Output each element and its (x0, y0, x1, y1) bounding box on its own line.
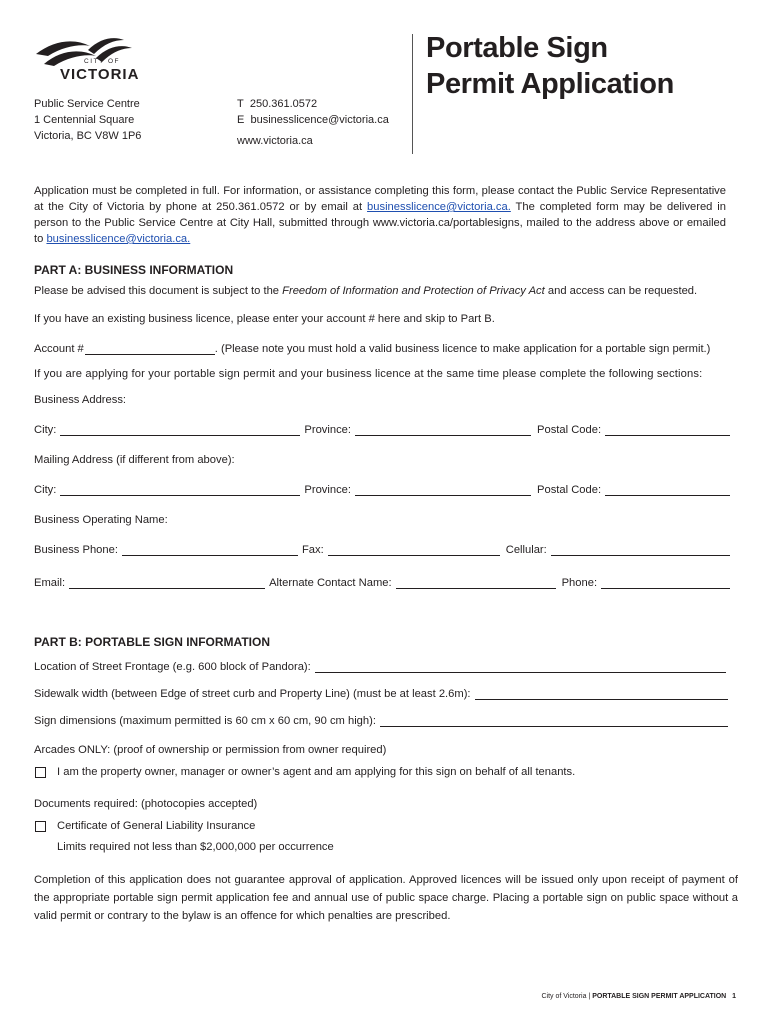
intro-text-1: Application must be completed in full. For information, or assistance completing this form, please contact the Public Service Representative at the City of Victoria by phone at (34, 185, 726, 213)
mailing-address-row (34, 480, 734, 496)
logo-text-top: CITY OF (84, 58, 121, 65)
existing-licence-note: If you have an existing business licence, please enter your account # here and skip to Part B. (34, 313, 495, 325)
mailing-address-label (34, 454, 235, 466)
intro-text-3: The completed form may be delivered in person to the Public Service Centre at City Hall, submitted through (34, 201, 727, 229)
documents-note: (photocopies accepted) (137, 798, 258, 810)
frontage-field[interactable] (315, 661, 726, 673)
province-field[interactable] (355, 424, 531, 436)
documents-label (34, 798, 257, 810)
intro-text-2: or by email at (284, 201, 368, 213)
arcades-checkbox-row (35, 766, 575, 778)
privacy-notice (34, 285, 697, 297)
city-of-victoria-logo (34, 34, 144, 86)
mailing-city-label: City: (34, 484, 57, 496)
account-field[interactable] (85, 343, 215, 355)
page-title (426, 30, 674, 102)
frontage-label: Location of Street Frontage (e.g. 600 block of Pandora): (34, 661, 311, 673)
insurance-checkbox-row (35, 820, 255, 832)
alt-contact-label: Alternate Contact Name: (269, 577, 392, 589)
office-address (34, 96, 141, 144)
alt-contact-field[interactable] (396, 577, 556, 589)
sidewalk-field[interactable] (475, 688, 728, 700)
postal-field[interactable] (605, 424, 730, 436)
address-line-3: Victoria, BC V8W 1P6 (34, 130, 142, 142)
arcades-checkbox-label: I am the property owner, manager or owner’s agent and am applying for this sign on behalf of all tenants. (57, 766, 576, 778)
part-b-heading: PART B: PORTABLE SIGN INFORMATION (34, 635, 270, 649)
sidewalk-row (34, 684, 732, 700)
title-line-2: Permit Application (426, 68, 674, 100)
email-label: E (237, 114, 245, 126)
business-phone-label: Business Phone: (34, 544, 118, 556)
footer-separator: | (586, 993, 593, 1000)
intro-paragraph (34, 183, 726, 247)
alt-phone-field[interactable] (601, 577, 730, 589)
documents-title: Documents required: (34, 798, 138, 810)
header-divider (412, 34, 413, 154)
dimensions-field[interactable] (380, 715, 728, 727)
intro-email-link[interactable]: businesslicence@victoria.ca. (367, 201, 511, 213)
dimensions-row (34, 711, 732, 727)
sidewalk-label: Sidewalk width (between Edge of street curb and Property Line) (must be at least 2.6m): (34, 688, 471, 700)
fax-field[interactable] (328, 544, 500, 556)
footer-page-number: 1 (732, 993, 736, 1000)
contact-info (237, 96, 389, 149)
logo-text-main: VICTORIA (60, 66, 140, 83)
privacy-act-name: Freedom of Information and Protection of Privacy Act (282, 285, 545, 297)
frontage-row (34, 657, 730, 673)
title-line-1: Portable Sign (426, 32, 608, 64)
page-footer (541, 993, 736, 1000)
insurance-checkbox-label: Certificate of General Liability Insurance (57, 820, 256, 832)
city-label: City: (34, 424, 57, 436)
footer-doc-title: PORTABLE SIGN PERMIT APPLICATION (592, 993, 727, 1000)
applying-note: If you are applying for your portable sign permit and your business licence at the same time please complete the following sections: (34, 368, 703, 380)
phone-row (34, 540, 734, 556)
address-line-1: Public Service Centre (34, 98, 140, 110)
intro-text-4: , mailed to the address above or emailed to (34, 217, 726, 245)
arcades-label (34, 744, 386, 756)
province-label: Province: (304, 424, 352, 436)
cellular-label: Cellular: (505, 544, 547, 556)
address-line-2: 1 Centennial Square (34, 114, 135, 126)
business-phone-field[interactable] (122, 544, 298, 556)
arcades-note: (proof of ownership or permission from owner required) (110, 744, 387, 756)
cellular-field[interactable] (551, 544, 730, 556)
phone-label: T (237, 98, 244, 110)
intro-phone: 250.361.0572 (216, 201, 285, 213)
insurance-limits: Limits required not less than $2,000,000 per occurrence (57, 841, 334, 853)
completion-paragraph: Completion of this application does not guarantee approval of application. Approved licences will be issued only upon receipt of payment of the appropriate portable sign permit application fee and annual use of public space charge. Placing a portable sign on public space without a valid permit or contrary to the bylaw is an offence for which penalties are prescribed. (34, 874, 738, 922)
city-field[interactable] (60, 424, 300, 436)
business-address-row (34, 420, 734, 436)
operating-name-label: Business Operating Name: (34, 514, 168, 526)
privacy-text-1: Please be advised this document is subject to the (34, 285, 283, 297)
intro-email-link-2[interactable]: businesslicence@victoria.ca. (46, 233, 191, 245)
mailing-address-note: (if different from above): (112, 454, 235, 466)
mailing-province-label: Province: (304, 484, 352, 496)
arcades-checkbox[interactable] (35, 767, 46, 778)
business-address-label: Business Address: (34, 394, 127, 406)
email-label: Email: (34, 577, 66, 589)
insurance-checkbox[interactable] (35, 821, 46, 832)
mailing-postal-field[interactable] (605, 484, 730, 496)
arcades-title: Arcades ONLY: (34, 744, 111, 756)
account-label: Account # (34, 343, 84, 355)
phone-number: 250.361.0572 (249, 98, 318, 110)
dimensions-label: Sign dimensions (maximum permitted is 60 cm x 60 cm, 90 cm high): (34, 715, 376, 727)
footer-org: City of Victoria (541, 993, 587, 1000)
postal-label: Postal Code: (537, 424, 602, 436)
account-note: . (Please note you must hold a valid business licence to make application for a portable sign permit.) (214, 343, 711, 355)
mailing-address-title: Mailing Address (34, 454, 113, 466)
email-field[interactable] (69, 577, 265, 589)
mailing-province-field[interactable] (355, 484, 531, 496)
email-row (34, 573, 734, 589)
alt-phone-label: Phone: (561, 577, 598, 589)
intro-url[interactable]: www.victoria.ca/portablesigns (372, 217, 520, 229)
website-link[interactable]: www.victoria.ca (237, 135, 313, 147)
fax-label: Fax: (301, 544, 324, 556)
mailing-city-field[interactable] (60, 484, 300, 496)
email-address[interactable]: businesslicence@victoria.ca (250, 114, 389, 126)
account-row (34, 339, 734, 355)
mailing-postal-label: Postal Code: (537, 484, 602, 496)
privacy-text-2: and access can be requested. (544, 285, 698, 297)
part-a-heading: PART A: BUSINESS INFORMATION (34, 263, 234, 277)
